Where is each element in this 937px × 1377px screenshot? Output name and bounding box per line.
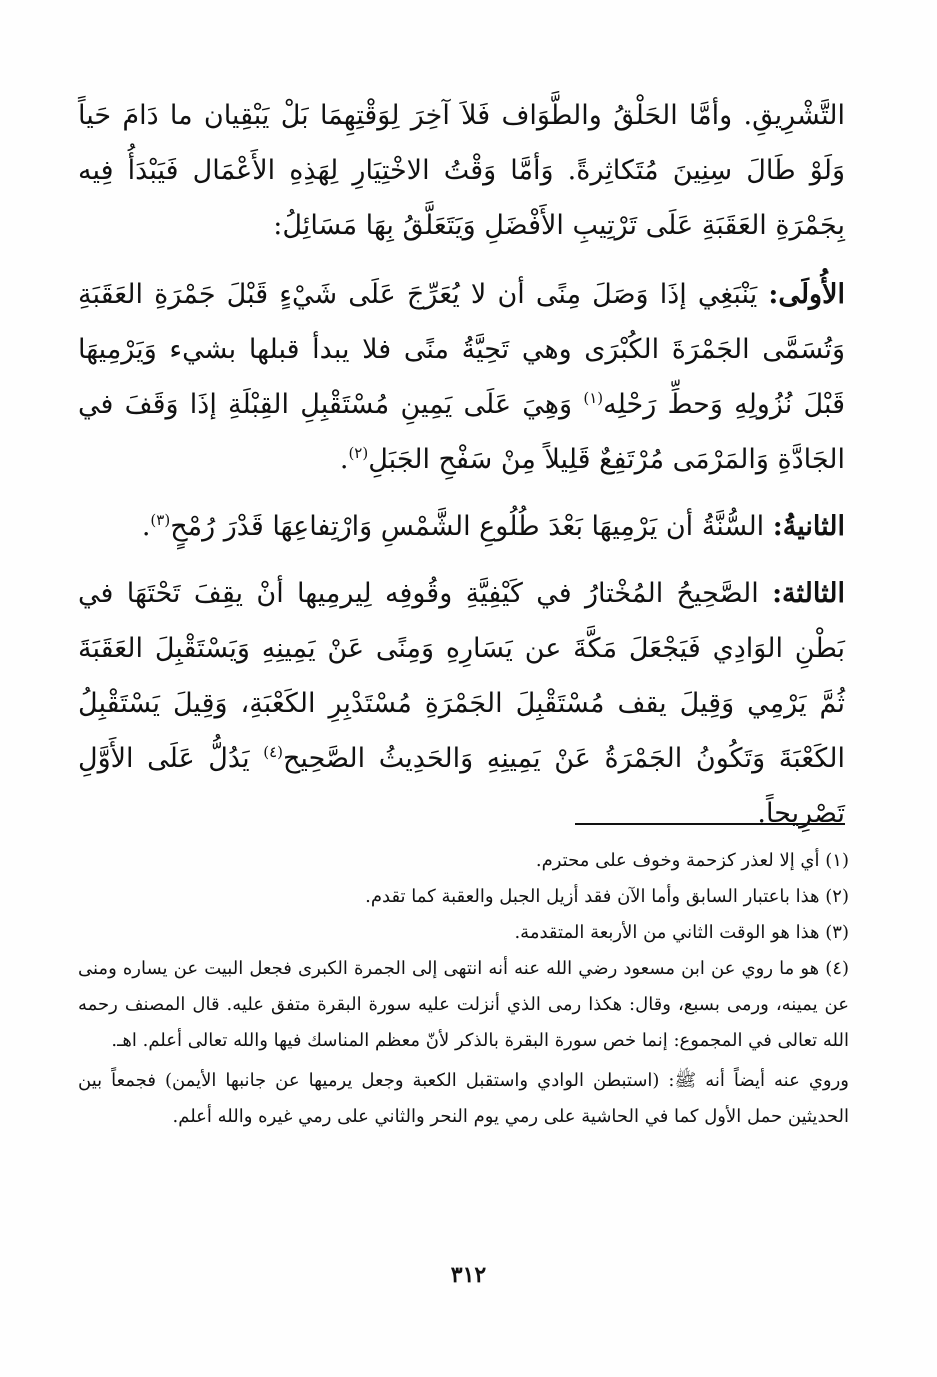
issue-second-paragraph: الثانيةُ: السُّنَّةُ أن يَرْمِيهَا بَعْدَ طُلُوعِ الشَّمْسِ وَارْتِفاعِهَا قَدْرَ رُمْحٍ$^{(٣)}$.: [141, 511, 845, 542]
intro-text: التَّشْرِيقِ. وأمَّا الحَلْقُ والطَّوَاف فَلاَ آخِرَ لِوَقْتِهِمَا بَلْ يَبْقِيان ما دَامَ حَياً وَلَوْ طَالَ سِنِينَ مُتَكاثِرةً. وَأمَّا وَقْتُ الاخْتِيَارِ لِهَذِهِ الأَعْمَال فَيَبْدَأُ فِيه بِجَمْرَةِ العَقَبَةِ عَلَى تَرْتِيبِ الأَفْضَلِ وَيَتَعَلَّقُ بِهَا مَسَائِلُ:: [78, 100, 845, 241]
page-number: ٣١٢: [450, 1262, 487, 1288]
issue-first-heading: الأُولَى:: [768, 279, 845, 310]
intro-paragraph: [78, 88, 845, 253]
footnote-1-text: أي إلا لعذر كزحمة وخوف على محترم.: [535, 850, 820, 871]
footnote-4-text: هو ما روي عن ابن مسعود رضي الله عنه أنه انتهى إلى الجمرة الكبرى فجعل البيت عن يساره ومنى عن يمينه، ورمى بسبع، وقال: هكذا رمى الذي أنزلت عليه سورة البقرة متفق عليه. قال المصنف رحمه الله تعالى في المجموع: إنما خص سورة البقرة بالذكر لأنّ معظم المناسك فيها والله تعالى أعلم. اهـ.: [78, 958, 849, 1051]
footnote-3-number: (٣): [825, 922, 849, 943]
footnote-1-number: (١): [825, 850, 849, 871]
main-text: [78, 88, 845, 841]
footnote-2-text: هذا باعتبار السابق وأما الآن فقد أزيل الجبل والعقبة كما تقدم.: [365, 886, 820, 907]
footnote-3: [78, 915, 849, 951]
footnote-2: [78, 879, 849, 915]
footnote-separator: [575, 823, 845, 825]
footnote-ref-1: (١): [583, 389, 604, 407]
footnote-4-continuation: وروي عنه أيضاً أنه ﷺ: (استبطن الوادي واستقبل الكعبة وجعل يرميها عن جانبها الأيمن) فجمعاً بين الحديثين حمل الأول كما في الحاشية على رمي يوم النحر والثاني على رمي غيره والله أعلم.: [78, 1070, 849, 1127]
footnote-ref-2: (٢): [348, 444, 369, 462]
issue-third-text-a: الصَّحِيحُ المُخْتارُ في كَيْفِيَّةِ وقُوفِه لِيرمِيها أنْ يقِفَ تَحْتَهَا في بَطْنِ الوَادِي فَيَجْعَلَ مَكَّةَ عن يَسَارِهِ وَمِنًى عَنْ يَمِينِهِ وَيَسْتَقْبِلَ العَقَبَةَ ثُمَّ يَرْمِي وَقِيلَ يقف مُسْتَقْبِلَ الجَمْرَةِ مُسْتَدْبِرِ الكَعْبَةِ، وَقِيلَ يَسْتَقْبِلُ الكَعْبَةَ وَتَكُونُ الجَمْرَةُ عَنْ يَمِينِهِ وَالحَدِيثُ الصَّحِيح: [78, 578, 846, 774]
issue-second-heading: الثانيةُ:: [772, 511, 845, 542]
issue-third-text-b: يَدُلُّ عَلَى الأَوَّلِ تَصْرِيحاً.: [78, 743, 845, 829]
footnote-2-number: (٢): [825, 886, 849, 907]
issue-second-text: السُّنَّةُ أن يَرْمِيهَا بَعْدَ طُلُوعِ الشَّمْسِ وَارْتِفاعِهَا قَدْرَ رُمْحٍ: [170, 511, 765, 542]
issue-first-paragraph: الأُولَى: يَنْبَغِي إذَا وَصَلَ مِنًى أن لا يُعَرِّجَ عَلَى شَيْءٍ قَبْلَ جَمْرَةِ العَقَبَةِ وَتُسَمَّى الجَمْرَةَ الكُبْرَى وهي تَحِيَّةُ منًى فلا يبدأ قبلها بشيء وَيَرْمِيهَا قَبْلَ نُزُولِهِ وَحطِّ رَحْلِه$^{(١)}$ وَهِيَ عَلَى يَمِينِ مُسْتَقْبِلِ القِبْلَةِ إذَا وَقَفَ في الجَادَّةِ وَالمَرْمَى مُرْتَفِعٌ قَلِيلاً مِنْ سَفْحِ الجَبَلِ$^{(٢)}$.: [78, 279, 846, 475]
footnote-ref-4: (٤): [263, 743, 283, 761]
issue-first-text-a: يَنْبَغِي إذَا وَصَلَ مِنًى أن لا يُعَرِّجَ عَلَى شَيْءٍ قَبْلَ جَمْرَةِ العَقَبَةِ وَتُسَمَّى الجَمْرَةَ الكُبْرَى وهي تَحِيَّةُ منًى فلا يبدأ قبلها بشيء وَيَرْمِيهَا قَبْلَ نُزُولِهِ وَحطِّ رَحْلِه: [78, 279, 846, 420]
footnotes: [78, 845, 849, 1135]
issue-first-text-b: وَهِيَ عَلَى يَمِينِ مُسْتَقْبِلِ القِبْلَةِ إذَا وَقَفَ في الجَادَّةِ وَالمَرْمَى مُرْتَفِعٌ قَلِيلاً مِنْ سَفْحِ الجَبَلِ: [78, 389, 845, 475]
issue-third-paragraph: [78, 566, 845, 841]
issue-third-heading: الثالثة:: [772, 578, 845, 609]
footnote-3-text: هذا هو الوقت الثاني من الأربعة المتقدمة.: [514, 922, 820, 943]
footnote-4-number: (٤): [825, 958, 849, 979]
footnote-1: [78, 843, 849, 879]
footnote-4: [78, 951, 849, 1059]
footnote-ref-3: (٣): [150, 511, 171, 529]
